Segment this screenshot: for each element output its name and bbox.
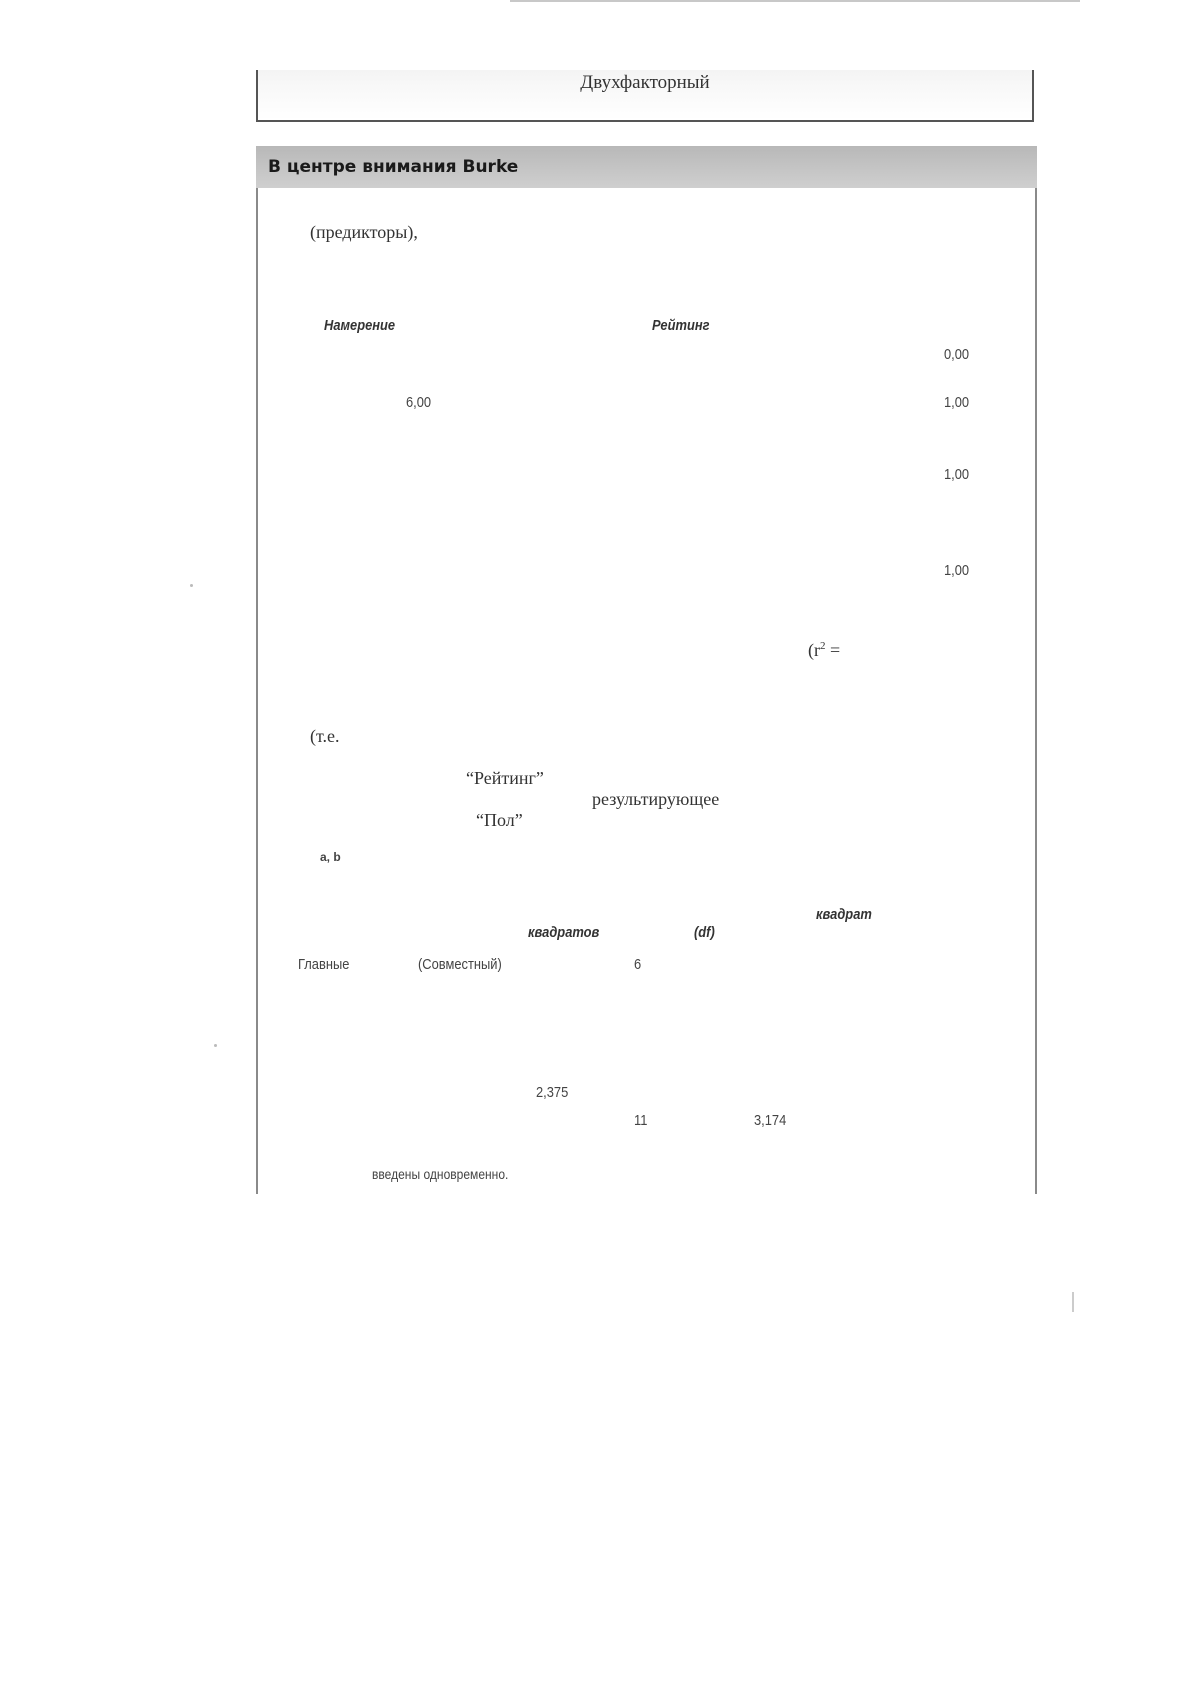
running-head-frame [256,70,1034,122]
r2-fragment [808,640,840,661]
table1-value: 6,00 [406,394,432,411]
running-head: Двухфакторный [580,72,710,93]
box-footnote: введены одновременно. [372,1166,509,1182]
table2-cell: 3,174 [754,1112,787,1129]
table2-col-square: квадрат [816,906,872,923]
box-title: В центре внимания Burke [268,157,519,177]
table2-cell: 6 [634,956,642,973]
table2-cell: 11 [634,1112,648,1129]
ie-text: (т.е. [310,726,340,746]
intro-text: (предикторы), [310,222,418,242]
table2-cell: 2,375 [536,1084,569,1101]
table1-value: 1,00 [944,562,970,579]
table1-value: 0,00 [944,346,970,363]
margin-speck [190,584,193,587]
margin-tick [1072,1292,1074,1312]
table2-col-squares: квадратов [528,924,600,941]
table1-col-intent: Намерение [324,317,396,334]
top-rule [510,0,1080,2]
table1-value: 1,00 [944,466,970,483]
table1-value: 1,00 [944,394,970,411]
resulting-text: результирующее [592,789,720,809]
box-header [256,146,1037,188]
table2-row-main: Главные [298,956,350,973]
r2-letter: (r [808,640,820,660]
r2-superscript: 2 [820,640,826,652]
margin-speck [214,1044,217,1047]
rating-quote: “Рейтинг” [466,768,544,788]
sex-quote: “Пол” [476,810,523,830]
table2-row-joint: (Совместный) [418,956,502,973]
table2-col-df: (df) [694,924,715,941]
r2-equals: = [825,640,841,660]
table1-col-rating: Рейтинг [652,317,710,334]
footnote-marks: a, b [320,850,341,864]
sidebar-box [256,146,1037,1194]
